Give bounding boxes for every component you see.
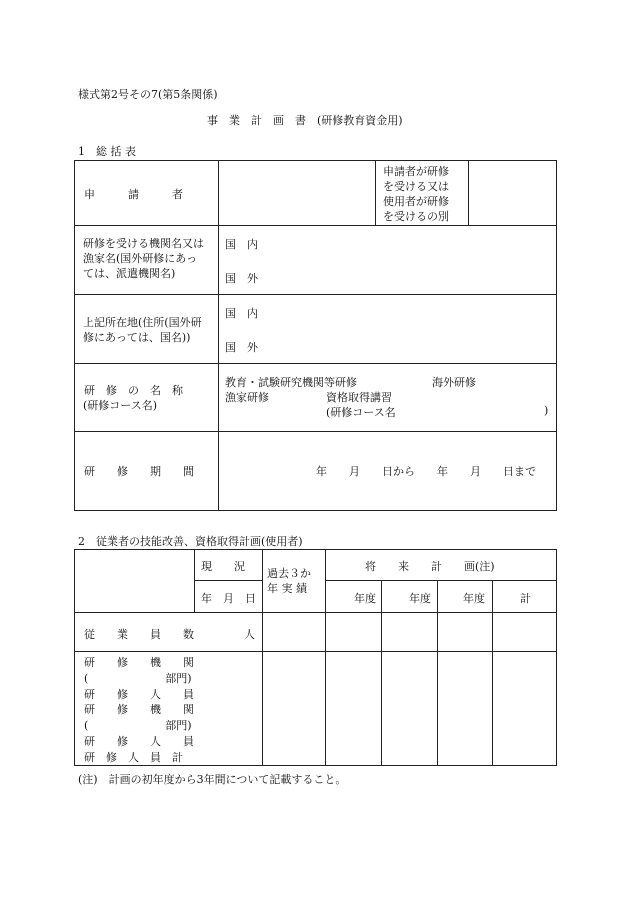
training-rows-label xyxy=(84,655,194,766)
current-status-header: 現 況 xyxy=(201,560,245,573)
training-row-label: 研 修 機 関 xyxy=(84,703,194,717)
employees-unit: 人 xyxy=(244,628,255,641)
course-name-field-close: ) xyxy=(544,404,549,417)
document-title: 事 業 計 画 書 (研修教育資金用) xyxy=(207,114,403,127)
distinction-label-line: を受けるの別 xyxy=(383,210,449,223)
past-header-line: 過去３か xyxy=(267,567,311,580)
section2-heading: 2 従業者の技能改善、資格取得計画(使用者) xyxy=(78,535,303,548)
training-row-label: 研 修 人 員 xyxy=(84,734,194,748)
distinction-label-line: を受ける又は xyxy=(383,180,449,193)
year-column-1: 年度 xyxy=(354,592,376,605)
distinction-value-cell[interactable] xyxy=(470,162,555,224)
distinction-label xyxy=(383,164,449,224)
distinction-label-line: 申請者が研修 xyxy=(383,165,449,178)
past-3-years-header xyxy=(267,566,311,596)
form-label: 様式第2号その7(第5条関係) xyxy=(78,88,218,101)
past-header-line: 年 実 績 xyxy=(267,582,307,595)
institution-label-line: 研修を受ける機関名又は xyxy=(83,237,204,250)
training-row-label: ( 部門) xyxy=(84,719,192,733)
current-date-header[interactable]: 年 月 日 xyxy=(201,592,256,605)
year-column-2: 年度 xyxy=(409,592,431,605)
location-overseas-label: 国 外 xyxy=(225,341,258,354)
course-option-qualification[interactable]: 資格取得講習 xyxy=(326,391,392,404)
course-name-sublabel: (研修コース名) xyxy=(83,399,158,412)
distinction-label-line: 使用者が研修 xyxy=(383,195,449,208)
course-name-label: 研 修 の 名 称 xyxy=(84,384,183,397)
institution-label xyxy=(83,236,204,281)
employees-label: 従 業 員 数 xyxy=(84,628,194,641)
training-row-label: ( 部門) xyxy=(84,671,192,685)
future-plan-header: 将 来 計 画(注) xyxy=(365,560,495,573)
footnote: (注) 計画の初年度から3年間について記載すること。 xyxy=(78,773,347,786)
period-label: 研 修 期 間 xyxy=(84,465,194,478)
institution-domestic-label: 国 内 xyxy=(225,238,258,251)
institution-label-line: ては、派遣機関名) xyxy=(83,267,176,280)
training-row-label: 研 修 機 関 xyxy=(84,656,194,669)
course-option-education[interactable]: 教育・試験研究機関等研修 xyxy=(225,376,357,389)
course-option-fishery[interactable]: 漁家研修 xyxy=(225,391,269,404)
course-option-overseas[interactable]: 海外研修 xyxy=(432,376,476,389)
training-row-label: 研 修 人 員 xyxy=(84,687,194,701)
applicant-label: 申 請 者 xyxy=(84,188,183,201)
location-domestic-label: 国 内 xyxy=(225,307,258,320)
period-value[interactable]: 年 月 日から 年 月 日まで xyxy=(316,465,536,478)
applicant-value-cell[interactable] xyxy=(220,162,374,224)
section1-heading: 1 総 括 表 xyxy=(78,145,136,158)
institution-label-line: 漁家名(国外研修にあっ xyxy=(83,252,198,265)
institution-overseas-label: 国 外 xyxy=(225,272,258,285)
year-column-3: 年度 xyxy=(463,592,485,605)
location-label-line: 修にあっては、国名)) xyxy=(83,331,191,344)
training-row-label: 研 修 人 員 計 xyxy=(84,750,183,764)
location-label-line: 上記所在地(住所(国外研 xyxy=(83,316,202,329)
location-label xyxy=(83,315,202,345)
course-name-field-label: (研修コース名 xyxy=(326,406,396,419)
total-column: 計 xyxy=(520,592,531,605)
